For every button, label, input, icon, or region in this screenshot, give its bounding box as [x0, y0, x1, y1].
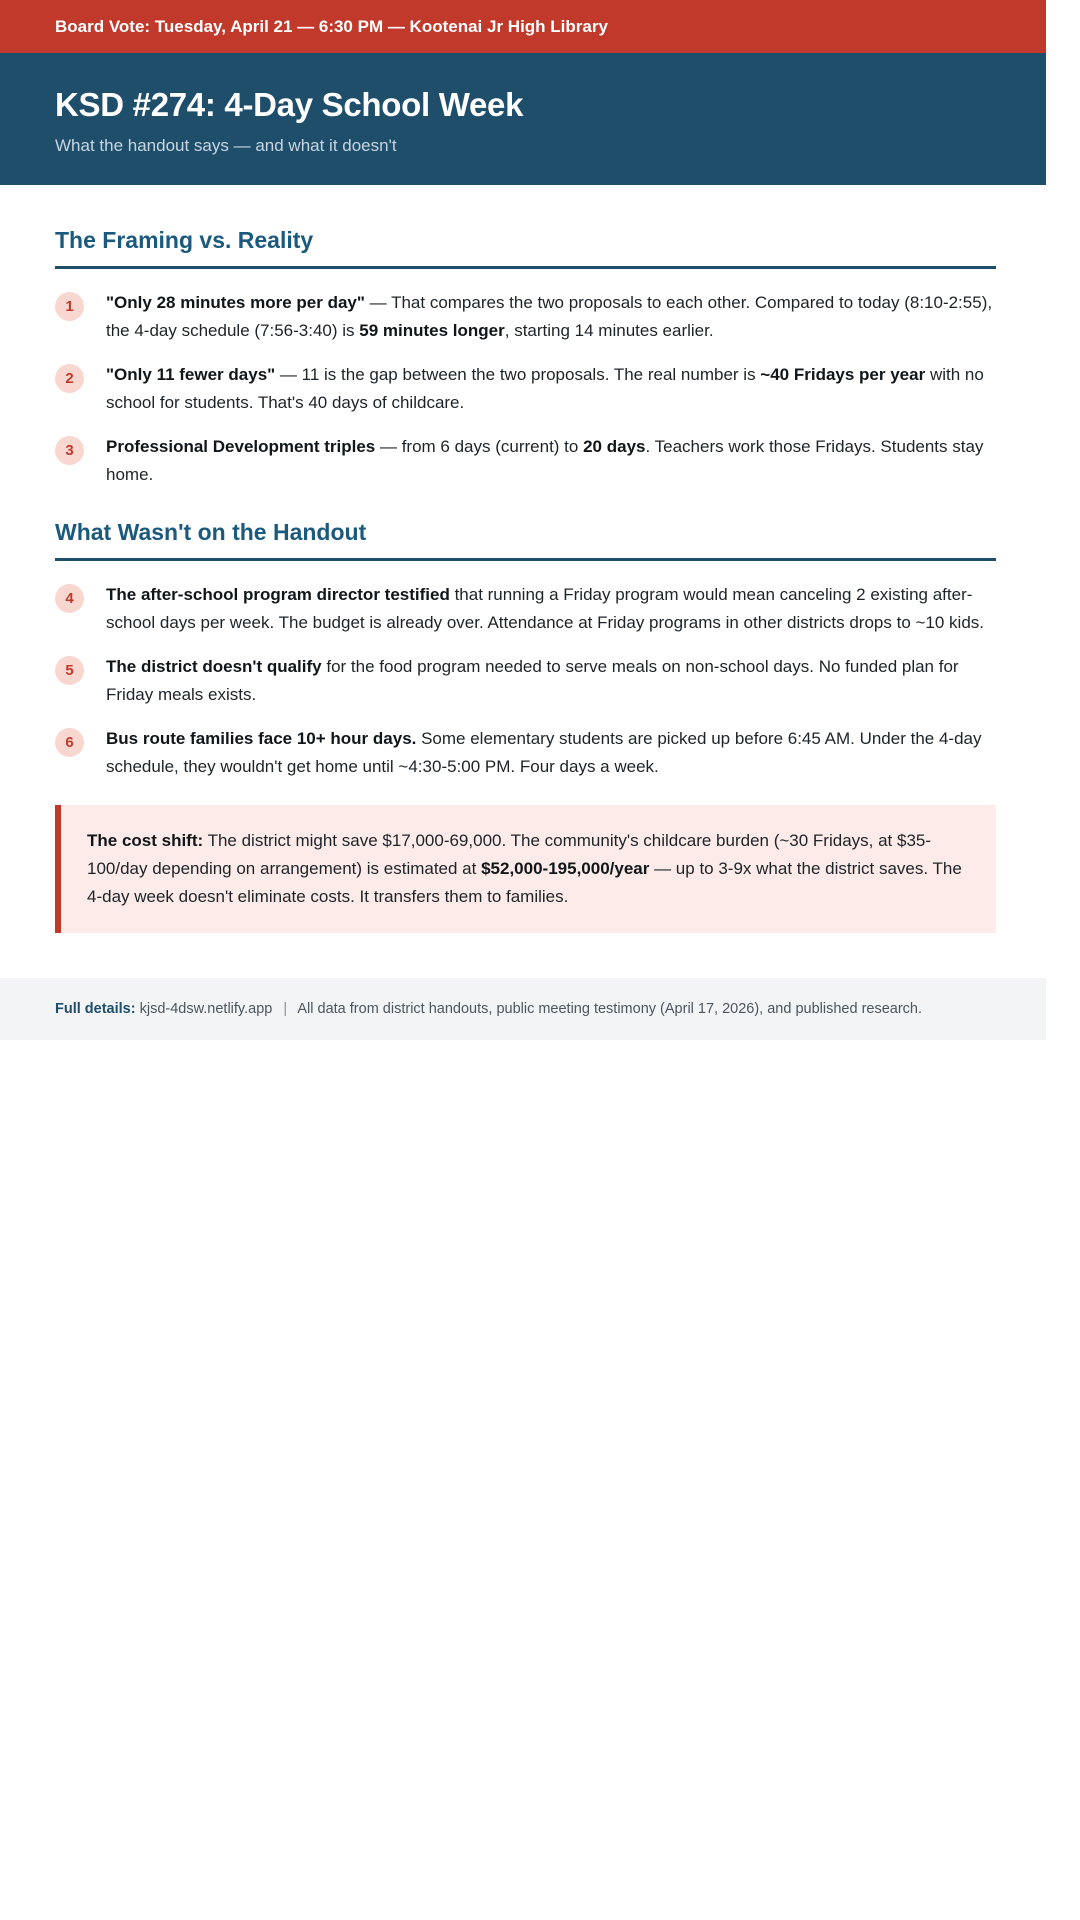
list-item — [55, 653, 996, 709]
list-item — [55, 725, 996, 781]
item-number-badge: 1 — [55, 292, 84, 321]
section — [55, 519, 996, 781]
item-number-badge: 6 — [55, 728, 84, 757]
cost-shift-callout — [55, 805, 996, 933]
page-footer — [0, 978, 1046, 1040]
section-items — [55, 289, 996, 489]
item-text: Bus route families face 10+ hour days. Some elementary students are picked up before 6:45 AM. Under the 4-day schedule, they wouldn't get home until ~4:30-5:00 PM. Four days a week. — [106, 729, 982, 776]
section-heading: The Framing vs. Reality — [55, 227, 996, 269]
list-item — [55, 361, 996, 417]
item-number-badge: 4 — [55, 584, 84, 613]
item-text: "Only 28 minutes more per day" — That compares the two proposals to each other. Compared to today (8:10-2:55), the 4-day schedule (7:56-3:40) is 59 minutes longer, starting 14 minutes earlier. — [106, 293, 993, 340]
footer-text — [55, 1001, 991, 1017]
page-header — [0, 53, 1046, 185]
footer-source-text: All data from district handouts, public meeting testimony (April 17, 2026), and published research. — [297, 1001, 923, 1017]
footer-separator: | — [283, 1001, 288, 1017]
vote-banner — [0, 0, 1046, 53]
list-item — [55, 289, 996, 345]
item-number-badge: 2 — [55, 364, 84, 393]
callout-text: The cost shift: The district might save $17,000-69,000. The community's childcare burden (~30 Fridays, at $35-100/day depending on arrangement) is estimated at $52,000-195,000/year — up to 3-9x what the district saves. The 4-day week doesn't eliminate costs. It transfers them to families. — [87, 831, 962, 906]
footer-link: kjsd-4dsw.netlify.app — [139, 1001, 273, 1017]
item-text: The after-school program director testified that running a Friday program would mean canceling 2 existing after-school days per week. The budget is already over. Attendance at Friday programs in other districts drops to ~10 kids. — [106, 585, 985, 632]
page-subtitle: What the handout says — and what it doesn't — [55, 136, 397, 155]
section-heading: What Wasn't on the Handout — [55, 519, 996, 561]
sections — [55, 227, 996, 781]
main-content — [0, 185, 1046, 933]
footer-label: Full details: — [55, 1001, 136, 1017]
list-item — [55, 433, 996, 489]
section — [55, 227, 996, 489]
item-text: "Only 11 fewer days" — 11 is the gap between the two proposals. The real number is ~40 Fridays per year with no school for students. That's 40 days of childcare. — [106, 365, 984, 412]
section-items — [55, 581, 996, 781]
item-text: Professional Development triples — from 6 days (current) to 20 days. Teachers work those Fridays. Students stay home. — [106, 437, 984, 484]
list-item — [55, 581, 996, 637]
item-number-badge: 3 — [55, 436, 84, 465]
page-title: KSD #274: 4-Day School Week — [55, 86, 524, 123]
item-number-badge: 5 — [55, 656, 84, 685]
item-text: The district doesn't qualify for the food program needed to serve meals on non-school days. No funded plan for Friday meals exists. — [106, 657, 959, 704]
vote-banner-text: Board Vote: Tuesday, April 21 — 6:30 PM — Kootenai Jr High Library — [55, 16, 608, 36]
